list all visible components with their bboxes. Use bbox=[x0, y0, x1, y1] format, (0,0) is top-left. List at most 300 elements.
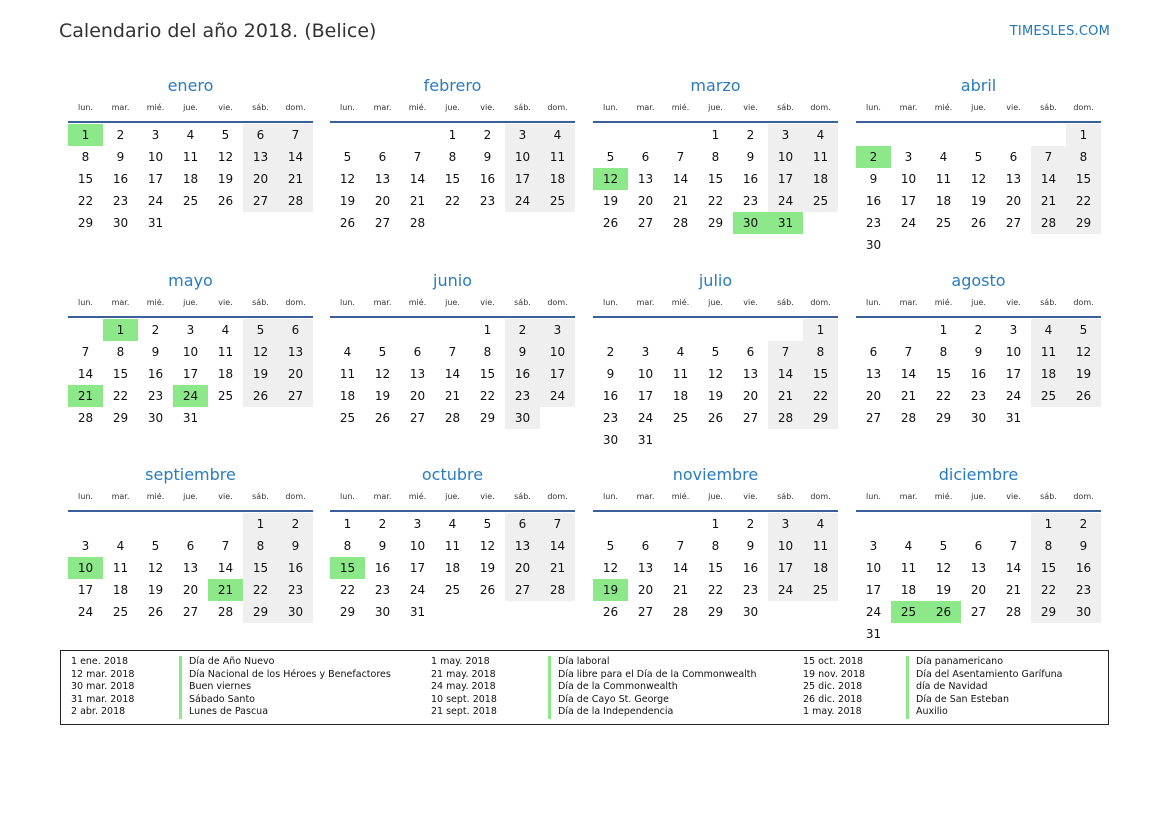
day-cell: 3 bbox=[505, 124, 540, 146]
holiday-day-cell: 12 bbox=[593, 168, 628, 190]
weekday-label: vie. bbox=[743, 298, 758, 307]
day-cell: 19 bbox=[339, 194, 356, 208]
weekday-header bbox=[593, 103, 838, 117]
weekday-header bbox=[330, 492, 575, 506]
day-cell: 11 bbox=[900, 561, 917, 575]
empty-cell bbox=[593, 319, 628, 341]
day-cell: 30 bbox=[1066, 601, 1101, 623]
week-row bbox=[856, 234, 1101, 256]
day-cell: 21 bbox=[1031, 190, 1066, 212]
day-cell: 3 bbox=[1009, 323, 1018, 337]
empty-cell bbox=[803, 429, 838, 451]
weekday-label: vie. bbox=[1006, 103, 1021, 112]
empty-cell bbox=[173, 513, 208, 535]
day-cell: 16 bbox=[865, 194, 882, 208]
day-cell: 12 bbox=[479, 539, 496, 553]
week-row bbox=[856, 623, 1101, 645]
weekday-label: jue. bbox=[445, 298, 460, 307]
month-name: mayo bbox=[168, 271, 213, 290]
weekday-label: lun. bbox=[866, 298, 881, 307]
day-cell: 19 bbox=[243, 363, 278, 385]
day-cell: 14 bbox=[900, 367, 917, 381]
day-cell: 23 bbox=[112, 194, 129, 208]
day-cell: 24 bbox=[409, 583, 426, 597]
day-cell: 10 bbox=[505, 146, 540, 168]
day-cell: 26 bbox=[217, 194, 234, 208]
day-cell: 1 bbox=[1031, 513, 1066, 535]
empty-cell bbox=[996, 623, 1031, 645]
empty-cell bbox=[435, 212, 470, 234]
day-cell: 20 bbox=[505, 557, 540, 579]
header-rule bbox=[68, 510, 313, 512]
day-cell: 22 bbox=[243, 579, 278, 601]
empty-cell bbox=[1031, 623, 1066, 645]
header-rule bbox=[856, 121, 1101, 123]
weekday-header bbox=[68, 103, 313, 117]
empty-cell bbox=[628, 124, 663, 146]
empty-cell bbox=[435, 601, 470, 623]
day-cell: 24 bbox=[637, 411, 654, 425]
day-cell: 2 bbox=[974, 323, 983, 337]
day-cell: 8 bbox=[448, 150, 457, 164]
day-cell: 3 bbox=[540, 319, 575, 341]
empty-cell bbox=[733, 319, 768, 341]
day-cell: 31 bbox=[147, 216, 164, 230]
day-cell: 8 bbox=[343, 539, 352, 553]
week-row bbox=[330, 579, 575, 601]
day-cell: 27 bbox=[182, 605, 199, 619]
week-row bbox=[856, 363, 1101, 385]
day-cell: 11 bbox=[444, 539, 461, 553]
day-cell: 24 bbox=[768, 579, 803, 601]
weekday-label: mié. bbox=[408, 103, 427, 112]
day-cell: 28 bbox=[540, 579, 575, 601]
day-cell: 3 bbox=[904, 150, 913, 164]
day-cell: 29 bbox=[935, 411, 952, 425]
week-row bbox=[856, 513, 1101, 535]
day-cell: 5 bbox=[711, 345, 720, 359]
day-cell: 20 bbox=[278, 363, 313, 385]
day-cell: 12 bbox=[1066, 341, 1101, 363]
day-cell: 23 bbox=[865, 216, 882, 230]
empty-cell bbox=[400, 319, 435, 341]
weekday-label: dom. bbox=[1073, 492, 1094, 501]
day-cell: 15 bbox=[707, 172, 724, 186]
empty-cell bbox=[138, 513, 173, 535]
day-cell: 2 bbox=[116, 128, 125, 142]
weekday-label: sáb. bbox=[514, 492, 531, 501]
header-rule bbox=[856, 316, 1101, 318]
day-cell: 7 bbox=[676, 150, 685, 164]
day-cell: 28 bbox=[77, 411, 94, 425]
day-cell: 5 bbox=[1066, 319, 1101, 341]
week-row bbox=[68, 579, 313, 601]
holiday-name: Día de la Commonwealth bbox=[548, 681, 678, 694]
day-cell: 12 bbox=[970, 172, 987, 186]
day-cell: 7 bbox=[1009, 539, 1018, 553]
weekday-label: mié. bbox=[146, 103, 165, 112]
day-cell: 18 bbox=[672, 389, 689, 403]
weekday-label: jue. bbox=[183, 492, 198, 501]
day-cell: 25 bbox=[217, 389, 234, 403]
day-cell: 17 bbox=[409, 561, 426, 575]
holiday-name: Día de la Independencia bbox=[548, 706, 673, 719]
weekday-label: vie. bbox=[743, 103, 758, 112]
day-cell: 2 bbox=[483, 128, 492, 142]
weekday-label: dom. bbox=[1073, 298, 1094, 307]
header-rule bbox=[330, 316, 575, 318]
empty-cell bbox=[926, 124, 961, 146]
day-cell: 26 bbox=[970, 216, 987, 230]
day-cell: 12 bbox=[147, 561, 164, 575]
empty-cell bbox=[996, 234, 1031, 256]
empty-cell bbox=[243, 407, 278, 429]
day-cell: 6 bbox=[413, 345, 422, 359]
week-row bbox=[593, 429, 838, 451]
day-cell: 13 bbox=[182, 561, 199, 575]
day-cell: 13 bbox=[742, 367, 759, 381]
day-cell: 15 bbox=[444, 172, 461, 186]
day-cell: 25 bbox=[803, 579, 838, 601]
day-cell: 22 bbox=[112, 389, 129, 403]
holiday-name: Día libre para el Día de la Commonwealth bbox=[548, 669, 757, 682]
weekday-header bbox=[856, 103, 1101, 117]
day-cell: 22 bbox=[803, 385, 838, 407]
day-cell: 2 bbox=[151, 323, 160, 337]
weekday-header bbox=[68, 298, 313, 312]
day-cell: 9 bbox=[505, 341, 540, 363]
month-agosto bbox=[856, 265, 1101, 429]
day-cell: 29 bbox=[707, 605, 724, 619]
day-cell: 4 bbox=[116, 539, 125, 553]
day-cell: 28 bbox=[672, 605, 689, 619]
day-cell: 29 bbox=[243, 601, 278, 623]
month-noviembre bbox=[593, 459, 838, 623]
week-row bbox=[856, 168, 1101, 190]
day-cell: 8 bbox=[1066, 146, 1101, 168]
day-cell: 9 bbox=[746, 539, 755, 553]
week-row bbox=[68, 601, 313, 623]
week-row bbox=[593, 363, 838, 385]
holiday-date: 1 may. 2018 bbox=[803, 706, 862, 718]
day-cell: 20 bbox=[637, 583, 654, 597]
day-cell: 17 bbox=[768, 557, 803, 579]
day-cell: 26 bbox=[602, 605, 619, 619]
day-cell: 9 bbox=[746, 150, 755, 164]
week-row bbox=[68, 535, 313, 557]
day-cell: 17 bbox=[900, 194, 917, 208]
holiday-date: 15 oct. 2018 bbox=[803, 656, 864, 667]
week-row bbox=[856, 407, 1101, 429]
week-row bbox=[593, 341, 838, 363]
empty-cell bbox=[663, 124, 698, 146]
week-row bbox=[856, 212, 1101, 234]
empty-cell bbox=[540, 407, 575, 429]
empty-cell bbox=[1031, 407, 1066, 429]
week-row bbox=[68, 146, 313, 168]
day-cell: 9 bbox=[151, 345, 160, 359]
empty-cell bbox=[768, 319, 803, 341]
day-cell: 8 bbox=[939, 345, 948, 359]
day-cell: 3 bbox=[151, 128, 160, 142]
month-enero bbox=[68, 70, 313, 234]
empty-cell bbox=[593, 513, 628, 535]
weekday-label: lun. bbox=[78, 298, 93, 307]
day-cell: 13 bbox=[637, 172, 654, 186]
empty-cell bbox=[961, 623, 996, 645]
empty-cell bbox=[540, 212, 575, 234]
empty-cell bbox=[365, 124, 400, 146]
day-cell: 14 bbox=[672, 561, 689, 575]
day-cell: 4 bbox=[1031, 319, 1066, 341]
day-cell: 8 bbox=[243, 535, 278, 557]
empty-cell bbox=[365, 319, 400, 341]
day-cell: 18 bbox=[900, 583, 917, 597]
week-row bbox=[856, 190, 1101, 212]
empty-cell bbox=[891, 234, 926, 256]
day-cell: 14 bbox=[540, 535, 575, 557]
holiday-name: Día de Año Nuevo bbox=[179, 656, 274, 669]
week-row bbox=[330, 407, 575, 429]
empty-cell bbox=[68, 319, 103, 341]
day-cell: 28 bbox=[278, 190, 313, 212]
month-name: octubre bbox=[421, 465, 484, 484]
weekday-label: mar. bbox=[373, 298, 392, 307]
day-cell: 14 bbox=[217, 561, 234, 575]
day-cell: 19 bbox=[970, 194, 987, 208]
weekday-label: sáb. bbox=[252, 103, 269, 112]
weekday-header bbox=[330, 298, 575, 312]
day-cell: 20 bbox=[243, 168, 278, 190]
day-cell: 7 bbox=[768, 341, 803, 363]
empty-cell bbox=[470, 212, 505, 234]
week-row bbox=[856, 601, 1101, 623]
day-cell: 19 bbox=[935, 583, 952, 597]
empty-cell bbox=[926, 513, 961, 535]
month-name: febrero bbox=[423, 76, 482, 95]
day-cell: 30 bbox=[865, 238, 882, 252]
weekday-label: dom. bbox=[547, 103, 568, 112]
day-cell: 6 bbox=[746, 345, 755, 359]
day-cell: 30 bbox=[970, 411, 987, 425]
holiday-day-cell: 19 bbox=[593, 579, 628, 601]
empty-cell bbox=[1066, 234, 1101, 256]
day-cell: 3 bbox=[768, 124, 803, 146]
day-cell: 15 bbox=[243, 557, 278, 579]
day-cell: 28 bbox=[217, 605, 234, 619]
day-cell: 6 bbox=[641, 150, 650, 164]
day-cell: 4 bbox=[448, 517, 457, 531]
empty-cell bbox=[593, 124, 628, 146]
day-cell: 8 bbox=[483, 345, 492, 359]
day-cell: 14 bbox=[672, 172, 689, 186]
weekday-label: mar. bbox=[373, 492, 392, 501]
day-cell: 16 bbox=[374, 561, 391, 575]
empty-cell bbox=[891, 124, 926, 146]
day-cell: 18 bbox=[803, 168, 838, 190]
day-cell: 23 bbox=[970, 389, 987, 403]
empty-cell bbox=[505, 212, 540, 234]
day-cell: 28 bbox=[672, 216, 689, 230]
empty-cell bbox=[1031, 124, 1066, 146]
day-cell: 29 bbox=[77, 216, 94, 230]
day-cell: 25 bbox=[112, 605, 129, 619]
day-cell: 18 bbox=[444, 561, 461, 575]
day-cell: 26 bbox=[479, 583, 496, 597]
day-cell: 17 bbox=[182, 367, 199, 381]
weekday-label: jue. bbox=[183, 298, 198, 307]
day-cell: 25 bbox=[1031, 385, 1066, 407]
empty-cell bbox=[961, 124, 996, 146]
holiday-name: Día panamericano bbox=[906, 656, 1003, 669]
day-cell: 30 bbox=[278, 601, 313, 623]
day-cell: 4 bbox=[676, 345, 685, 359]
holiday-day-cell: 30 bbox=[733, 212, 768, 234]
day-cell: 28 bbox=[1005, 605, 1022, 619]
day-cell: 27 bbox=[505, 579, 540, 601]
day-cell: 22 bbox=[479, 389, 496, 403]
weekday-label: mié. bbox=[934, 298, 953, 307]
day-cell: 18 bbox=[803, 557, 838, 579]
day-cell: 22 bbox=[707, 583, 724, 597]
day-cell: 27 bbox=[637, 216, 654, 230]
holiday-day-cell: 1 bbox=[103, 319, 138, 341]
weekday-label: dom. bbox=[547, 492, 568, 501]
day-cell: 26 bbox=[602, 216, 619, 230]
day-cell: 19 bbox=[147, 583, 164, 597]
day-cell: 3 bbox=[768, 513, 803, 535]
holiday-day-cell: 26 bbox=[926, 601, 961, 623]
day-cell: 17 bbox=[540, 363, 575, 385]
day-cell: 22 bbox=[339, 583, 356, 597]
empty-cell bbox=[208, 212, 243, 234]
holiday-date: 10 sept. 2018 bbox=[431, 693, 497, 705]
holiday-date: 30 mar. 2018 bbox=[71, 681, 135, 693]
empty-cell bbox=[208, 513, 243, 535]
day-cell: 29 bbox=[479, 411, 496, 425]
day-cell: 31 bbox=[1005, 411, 1022, 425]
weekday-label: mar. bbox=[899, 298, 918, 307]
empty-cell bbox=[400, 124, 435, 146]
day-cell: 1 bbox=[939, 323, 948, 337]
month-junio bbox=[330, 265, 575, 429]
site-link[interactable]: TIMESLES.COM bbox=[1009, 24, 1110, 39]
day-cell: 15 bbox=[803, 363, 838, 385]
month-name: agosto bbox=[951, 271, 1006, 290]
day-cell: 5 bbox=[243, 319, 278, 341]
week-row bbox=[856, 146, 1101, 168]
day-cell: 27 bbox=[970, 605, 987, 619]
header-rule bbox=[68, 121, 313, 123]
day-cell: 23 bbox=[147, 389, 164, 403]
empty-cell bbox=[891, 319, 926, 341]
weekday-label: mié. bbox=[146, 298, 165, 307]
month-marzo bbox=[593, 70, 838, 234]
month-name: julio bbox=[698, 271, 733, 290]
empty-cell bbox=[628, 513, 663, 535]
day-cell: 22 bbox=[77, 194, 94, 208]
day-cell: 20 bbox=[865, 389, 882, 403]
day-cell: 12 bbox=[602, 561, 619, 575]
day-cell: 11 bbox=[935, 172, 952, 186]
day-cell: 19 bbox=[479, 561, 496, 575]
weekday-label: mié. bbox=[671, 298, 690, 307]
week-row bbox=[68, 513, 313, 535]
day-cell: 7 bbox=[278, 124, 313, 146]
day-cell: 17 bbox=[768, 168, 803, 190]
day-cell: 9 bbox=[869, 172, 878, 186]
day-cell: 21 bbox=[444, 389, 461, 403]
day-cell: 4 bbox=[904, 539, 913, 553]
weekday-label: sáb. bbox=[252, 492, 269, 501]
month-octubre bbox=[330, 459, 575, 623]
holiday-date: 1 may. 2018 bbox=[431, 656, 490, 667]
month-name: enero bbox=[167, 76, 214, 95]
day-cell: 29 bbox=[1031, 601, 1066, 623]
day-cell: 23 bbox=[479, 194, 496, 208]
day-cell: 12 bbox=[243, 341, 278, 363]
day-cell: 11 bbox=[672, 367, 689, 381]
holiday-legend bbox=[60, 650, 1109, 725]
page-title: Calendario del año 2018. (Belice) bbox=[59, 20, 377, 42]
holiday-date: 2 abr. 2018 bbox=[71, 706, 126, 718]
empty-cell bbox=[103, 513, 138, 535]
holiday-name: Día laboral bbox=[548, 656, 609, 669]
day-cell: 6 bbox=[278, 319, 313, 341]
month-name: junio bbox=[433, 271, 472, 290]
empty-cell bbox=[803, 212, 838, 234]
day-cell: 13 bbox=[970, 561, 987, 575]
week-row bbox=[68, 385, 313, 407]
weekday-label: jue. bbox=[445, 103, 460, 112]
weekday-header bbox=[68, 492, 313, 506]
day-cell: 16 bbox=[1066, 557, 1101, 579]
holiday-day-cell: 21 bbox=[208, 579, 243, 601]
day-cell: 30 bbox=[602, 433, 619, 447]
day-cell: 11 bbox=[112, 561, 129, 575]
weekday-label: vie. bbox=[218, 298, 233, 307]
day-cell: 7 bbox=[221, 539, 230, 553]
day-cell: 16 bbox=[479, 172, 496, 186]
week-row bbox=[593, 513, 838, 535]
holiday-date: 25 dic. 2018 bbox=[803, 681, 863, 693]
day-cell: 7 bbox=[448, 345, 457, 359]
holiday-day-cell: 24 bbox=[173, 385, 208, 407]
day-cell: 11 bbox=[339, 367, 356, 381]
empty-cell bbox=[961, 234, 996, 256]
weekday-header bbox=[856, 298, 1101, 312]
empty-cell bbox=[698, 319, 733, 341]
day-cell: 26 bbox=[243, 385, 278, 407]
day-cell: 18 bbox=[339, 389, 356, 403]
weekday-label: dom. bbox=[285, 492, 306, 501]
holiday-date: 31 mar. 2018 bbox=[71, 693, 135, 705]
day-cell: 28 bbox=[409, 216, 426, 230]
day-cell: 20 bbox=[742, 389, 759, 403]
day-cell: 24 bbox=[505, 190, 540, 212]
day-cell: 10 bbox=[147, 150, 164, 164]
weekday-label: jue. bbox=[708, 103, 723, 112]
day-cell: 23 bbox=[602, 411, 619, 425]
header-rule bbox=[593, 316, 838, 318]
day-cell: 25 bbox=[672, 411, 689, 425]
week-row bbox=[68, 557, 313, 579]
weekday-label: vie. bbox=[743, 492, 758, 501]
day-cell: 24 bbox=[900, 216, 917, 230]
weekday-label: mié. bbox=[671, 103, 690, 112]
empty-cell bbox=[996, 124, 1031, 146]
day-cell: 13 bbox=[1005, 172, 1022, 186]
